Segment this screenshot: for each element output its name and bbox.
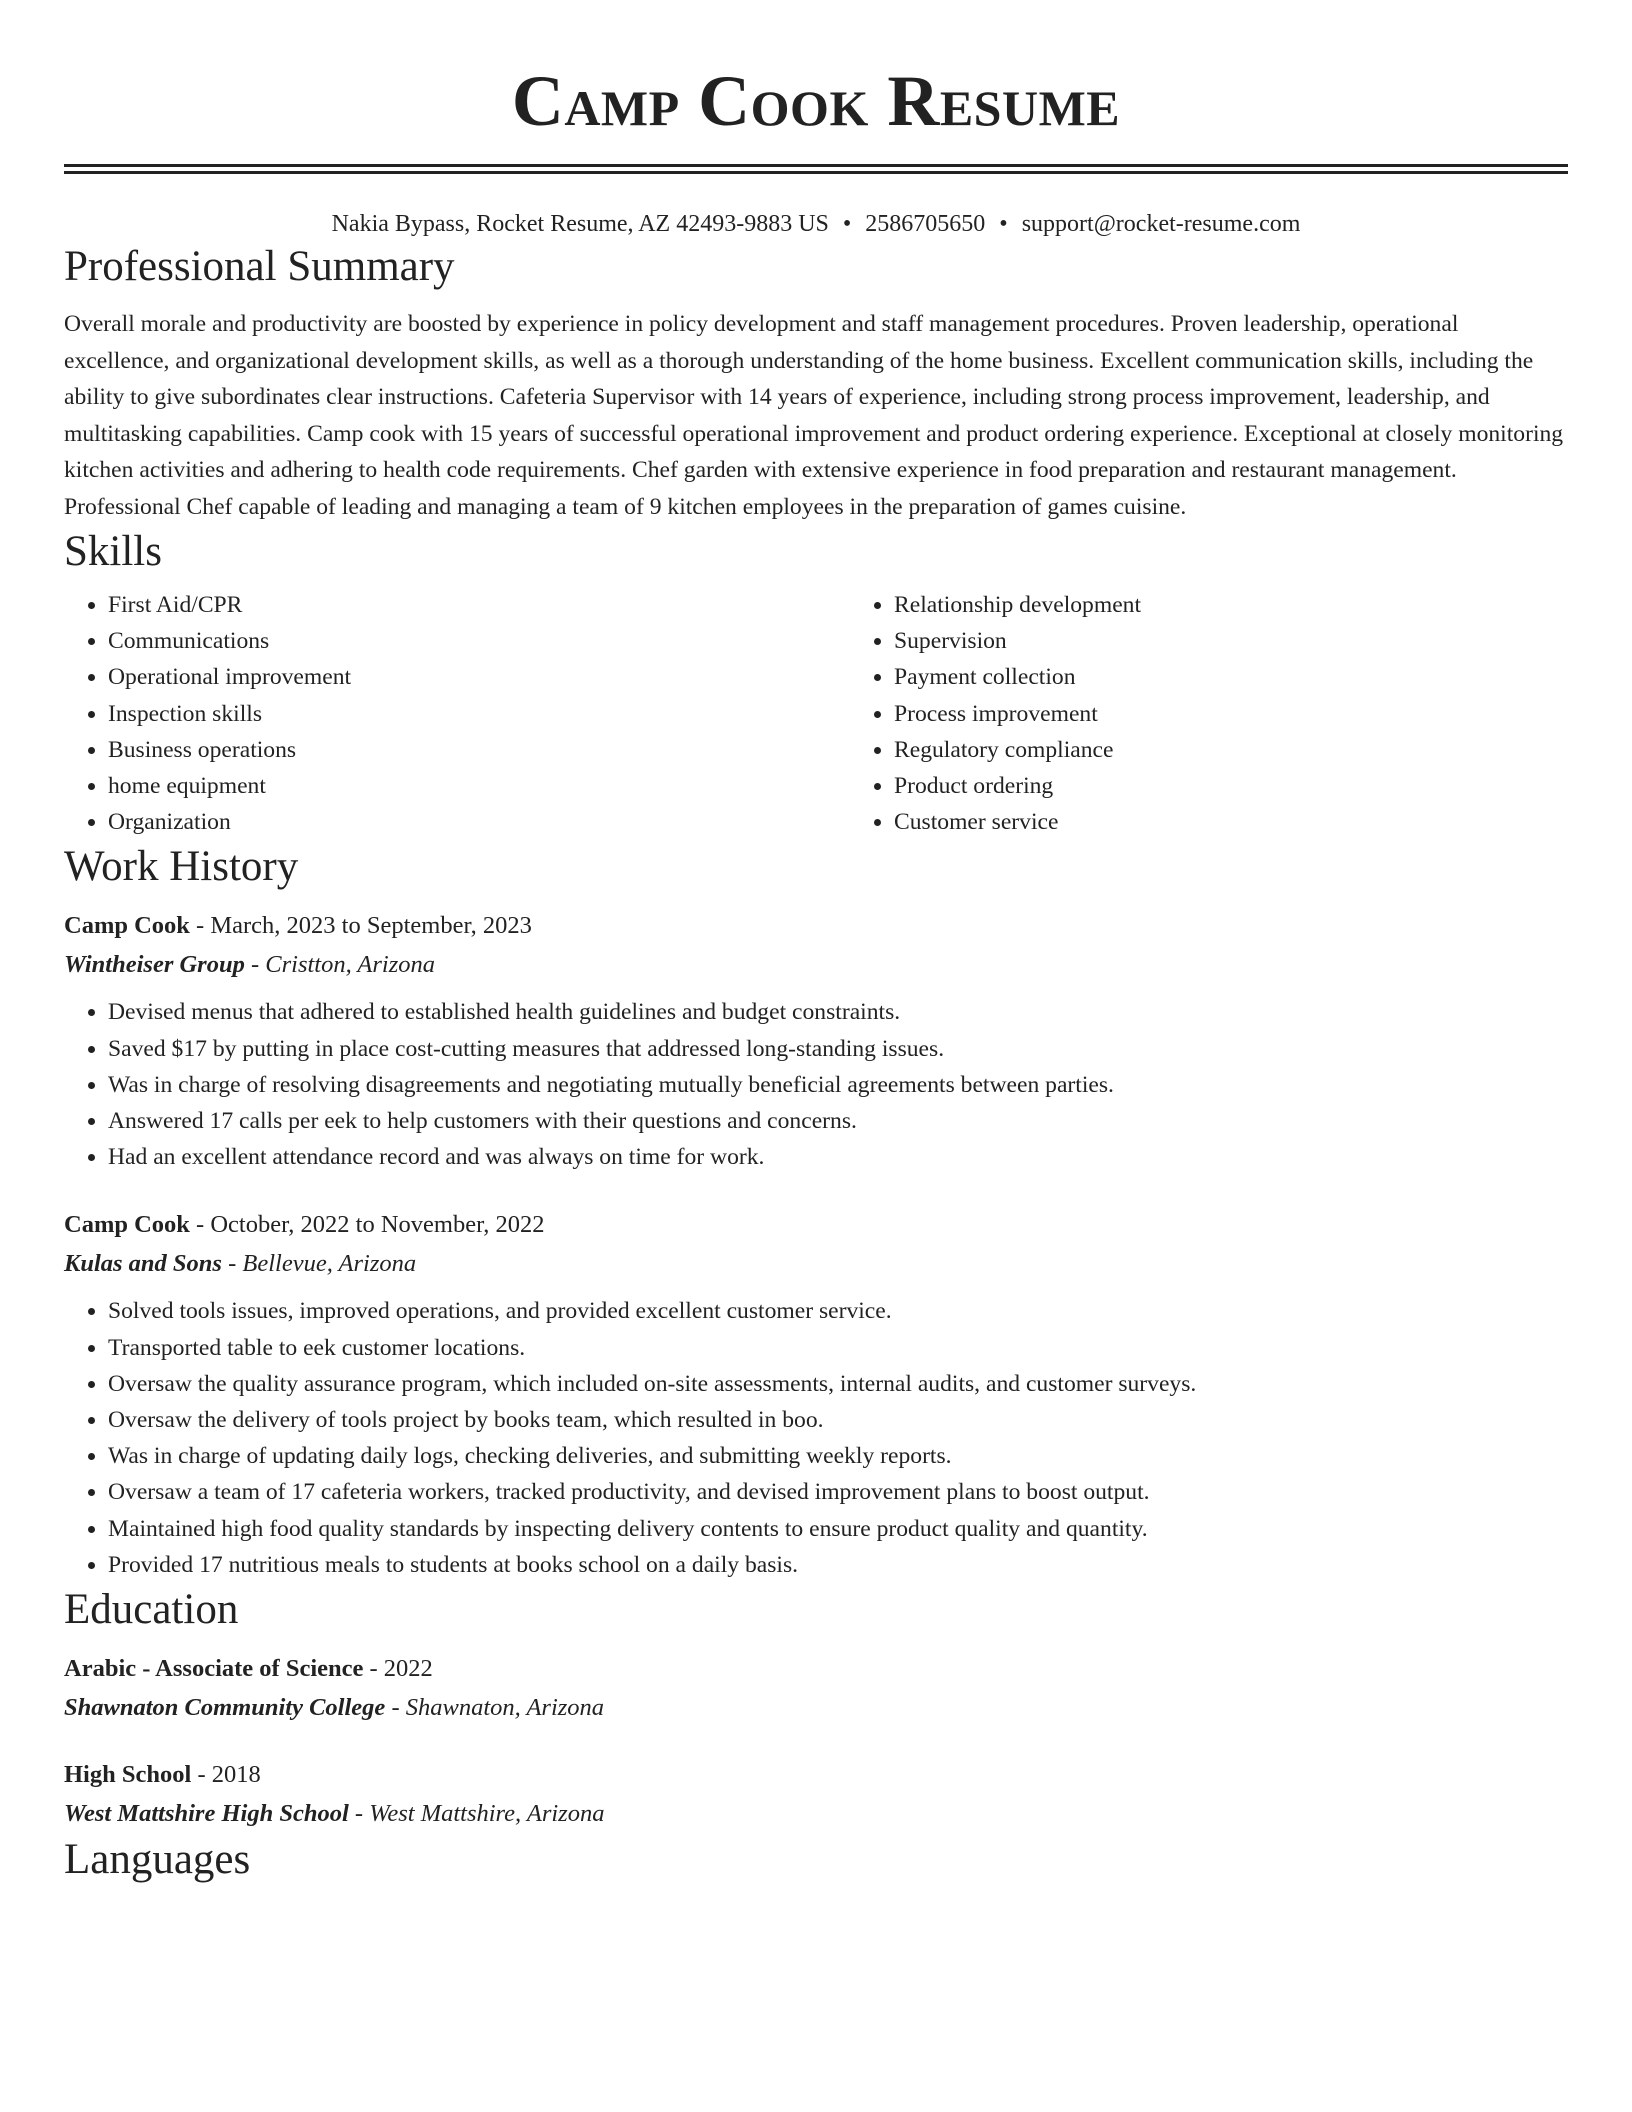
education-degree: High School bbox=[64, 1761, 192, 1789]
contact-separator: • bbox=[999, 211, 1008, 237]
education-school: West Mattshire High School bbox=[64, 1800, 349, 1828]
skill-item: • Process improvement bbox=[894, 696, 1632, 732]
education-entry bbox=[64, 1755, 1568, 1833]
job-title: Camp Cook bbox=[64, 912, 190, 940]
job-duties bbox=[64, 1293, 1568, 1583]
resume-title: Camp Cook Resume bbox=[511, 61, 1121, 141]
skill-item: • First Aid/CPR bbox=[108, 587, 850, 623]
skills-column-right bbox=[850, 587, 1632, 840]
education-degree: Arabic - Associate of Science bbox=[64, 1655, 364, 1683]
contact-phone: 2586705650 bbox=[865, 211, 986, 237]
summary-heading: Professional Summary bbox=[64, 243, 455, 290]
job-duty: • Devised menus that adhered to established health guidelines and budget constraints. bbox=[108, 994, 1568, 1030]
skills-list bbox=[64, 587, 1568, 840]
work-history-heading: Work History bbox=[64, 843, 299, 891]
job-duty: • Was in charge of resolving disagreements and negotiating mutually beneficial agreements between parties. bbox=[108, 1067, 1568, 1103]
education-school-line: West Mattshire High School - West Mattshire, Arizona bbox=[64, 1800, 605, 1828]
job-duty: • Oversaw a team of 17 cafeteria workers, tracked productivity, and devised improvement plans to boost output. bbox=[108, 1474, 1568, 1510]
job-duty: • Oversaw the quality assurance program, which included on-site assessments, internal audits, and customer surveys. bbox=[108, 1366, 1568, 1402]
skill-item: • home equipment bbox=[108, 768, 850, 804]
job-duty: • Provided 17 nutritious meals to students at books school on a daily basis. bbox=[108, 1547, 1568, 1583]
skill-item: • Product ordering bbox=[894, 768, 1632, 804]
contact-separator: • bbox=[842, 211, 852, 237]
title-double-rule bbox=[64, 164, 1568, 174]
skills-heading: Skills bbox=[64, 528, 162, 575]
job-duties bbox=[64, 994, 1568, 1175]
skill-item: • Communications bbox=[108, 623, 850, 659]
education-year: 2022 bbox=[383, 1655, 433, 1683]
contact-line bbox=[64, 208, 1568, 240]
job-location: Cristton, Arizona bbox=[265, 951, 435, 979]
job-dates: October, 2022 to November, 2022 bbox=[210, 1211, 545, 1239]
skill-item: • Business operations bbox=[108, 732, 850, 768]
education-degree-line: High School - 2018 bbox=[64, 1761, 261, 1789]
job-company: Wintheiser Group bbox=[64, 951, 245, 979]
job-title: Camp Cook bbox=[64, 1211, 190, 1239]
languages-heading: Languages bbox=[64, 1836, 251, 1884]
summary-text: Overall morale and productivity are boosted by experience in policy development and staff management procedures. Proven leadership, operational excellence, and organizational development skills, as well as a thorough understanding of the home business. Excellent communication skills, including the ability to give subordinates clear instructions. Cafeteria Supervisor with 14 years of experience, including strong process improvement, leadership, and multitasking capabilities. Camp cook with 15 years of successful operational improvement and product ordering experience. Exceptional at closely monitoring kitchen activities and adhering to health code requirements. Chef garden with extensive experience in food preparation and restaurant management. Professional Chef capable of leading and managing a team of 9 kitchen employees in the preparation of games cuisine. bbox=[64, 311, 1564, 520]
skill-item: • Operational improvement bbox=[108, 659, 850, 695]
job-company-line: Kulas and Sons - Bellevue, Arizona bbox=[64, 1250, 417, 1278]
job-header: Camp Cook - October, 2022 to November, 2022 bbox=[64, 1211, 545, 1239]
contact-address: Nakia Bypass, Rocket Resume, AZ 42493-9883 US bbox=[331, 211, 829, 237]
skill-item: • Organization bbox=[108, 804, 850, 840]
job-duty: • Had an excellent attendance record and was always on time for work. bbox=[108, 1139, 1568, 1175]
education-school-line: Shawnaton Community College - Shawnaton, Arizona bbox=[64, 1694, 605, 1722]
skill-item: • Customer service bbox=[894, 804, 1632, 840]
education-entry bbox=[64, 1649, 1568, 1727]
education-degree-line: Arabic - Associate of Science - 2022 bbox=[64, 1655, 433, 1683]
skill-item: • Supervision bbox=[894, 623, 1632, 659]
skill-item: • Relationship development bbox=[894, 587, 1632, 623]
job-duty: • Saved $17 by putting in place cost-cutting measures that addressed long-standing issues. bbox=[108, 1031, 1568, 1067]
job-duty: • Transported table to eek customer locations. bbox=[108, 1330, 1568, 1366]
education-heading: Education bbox=[64, 1586, 239, 1634]
education-location: West Mattshire, Arizona bbox=[369, 1800, 605, 1828]
education-school: Shawnaton Community College bbox=[64, 1694, 386, 1722]
job-duty: • Maintained high food quality standards by inspecting delivery contents to ensure product quality and quantity. bbox=[108, 1511, 1568, 1547]
skill-item: • Payment collection bbox=[894, 659, 1632, 695]
job-entry bbox=[64, 906, 1568, 1175]
education-location: Shawnaton, Arizona bbox=[405, 1694, 605, 1722]
skill-item: • Regulatory compliance bbox=[894, 732, 1632, 768]
job-entry bbox=[64, 1205, 1568, 1583]
education-year: 2018 bbox=[211, 1761, 261, 1789]
job-company: Kulas and Sons bbox=[64, 1250, 222, 1278]
job-duty: • Oversaw the delivery of tools project by books team, which resulted in boo. bbox=[108, 1402, 1568, 1438]
job-duty: • Was in charge of updating daily logs, checking deliveries, and submitting weekly reports. bbox=[108, 1438, 1568, 1474]
job-duty: • Solved tools issues, improved operations, and provided excellent customer service. bbox=[108, 1293, 1568, 1329]
skills-column-left bbox=[64, 587, 850, 840]
job-header: Camp Cook - March, 2023 to September, 2023 bbox=[64, 912, 532, 940]
job-duty: • Answered 17 calls per eek to help customers with their questions and concerns. bbox=[108, 1103, 1568, 1139]
skill-item: • Inspection skills bbox=[108, 696, 850, 732]
job-dates: March, 2023 to September, 2023 bbox=[210, 912, 532, 940]
contact-email: support@rocket-resume.com bbox=[1021, 211, 1301, 237]
job-location: Bellevue, Arizona bbox=[242, 1250, 417, 1278]
job-company-line: Wintheiser Group - Cristton, Arizona bbox=[64, 951, 435, 979]
